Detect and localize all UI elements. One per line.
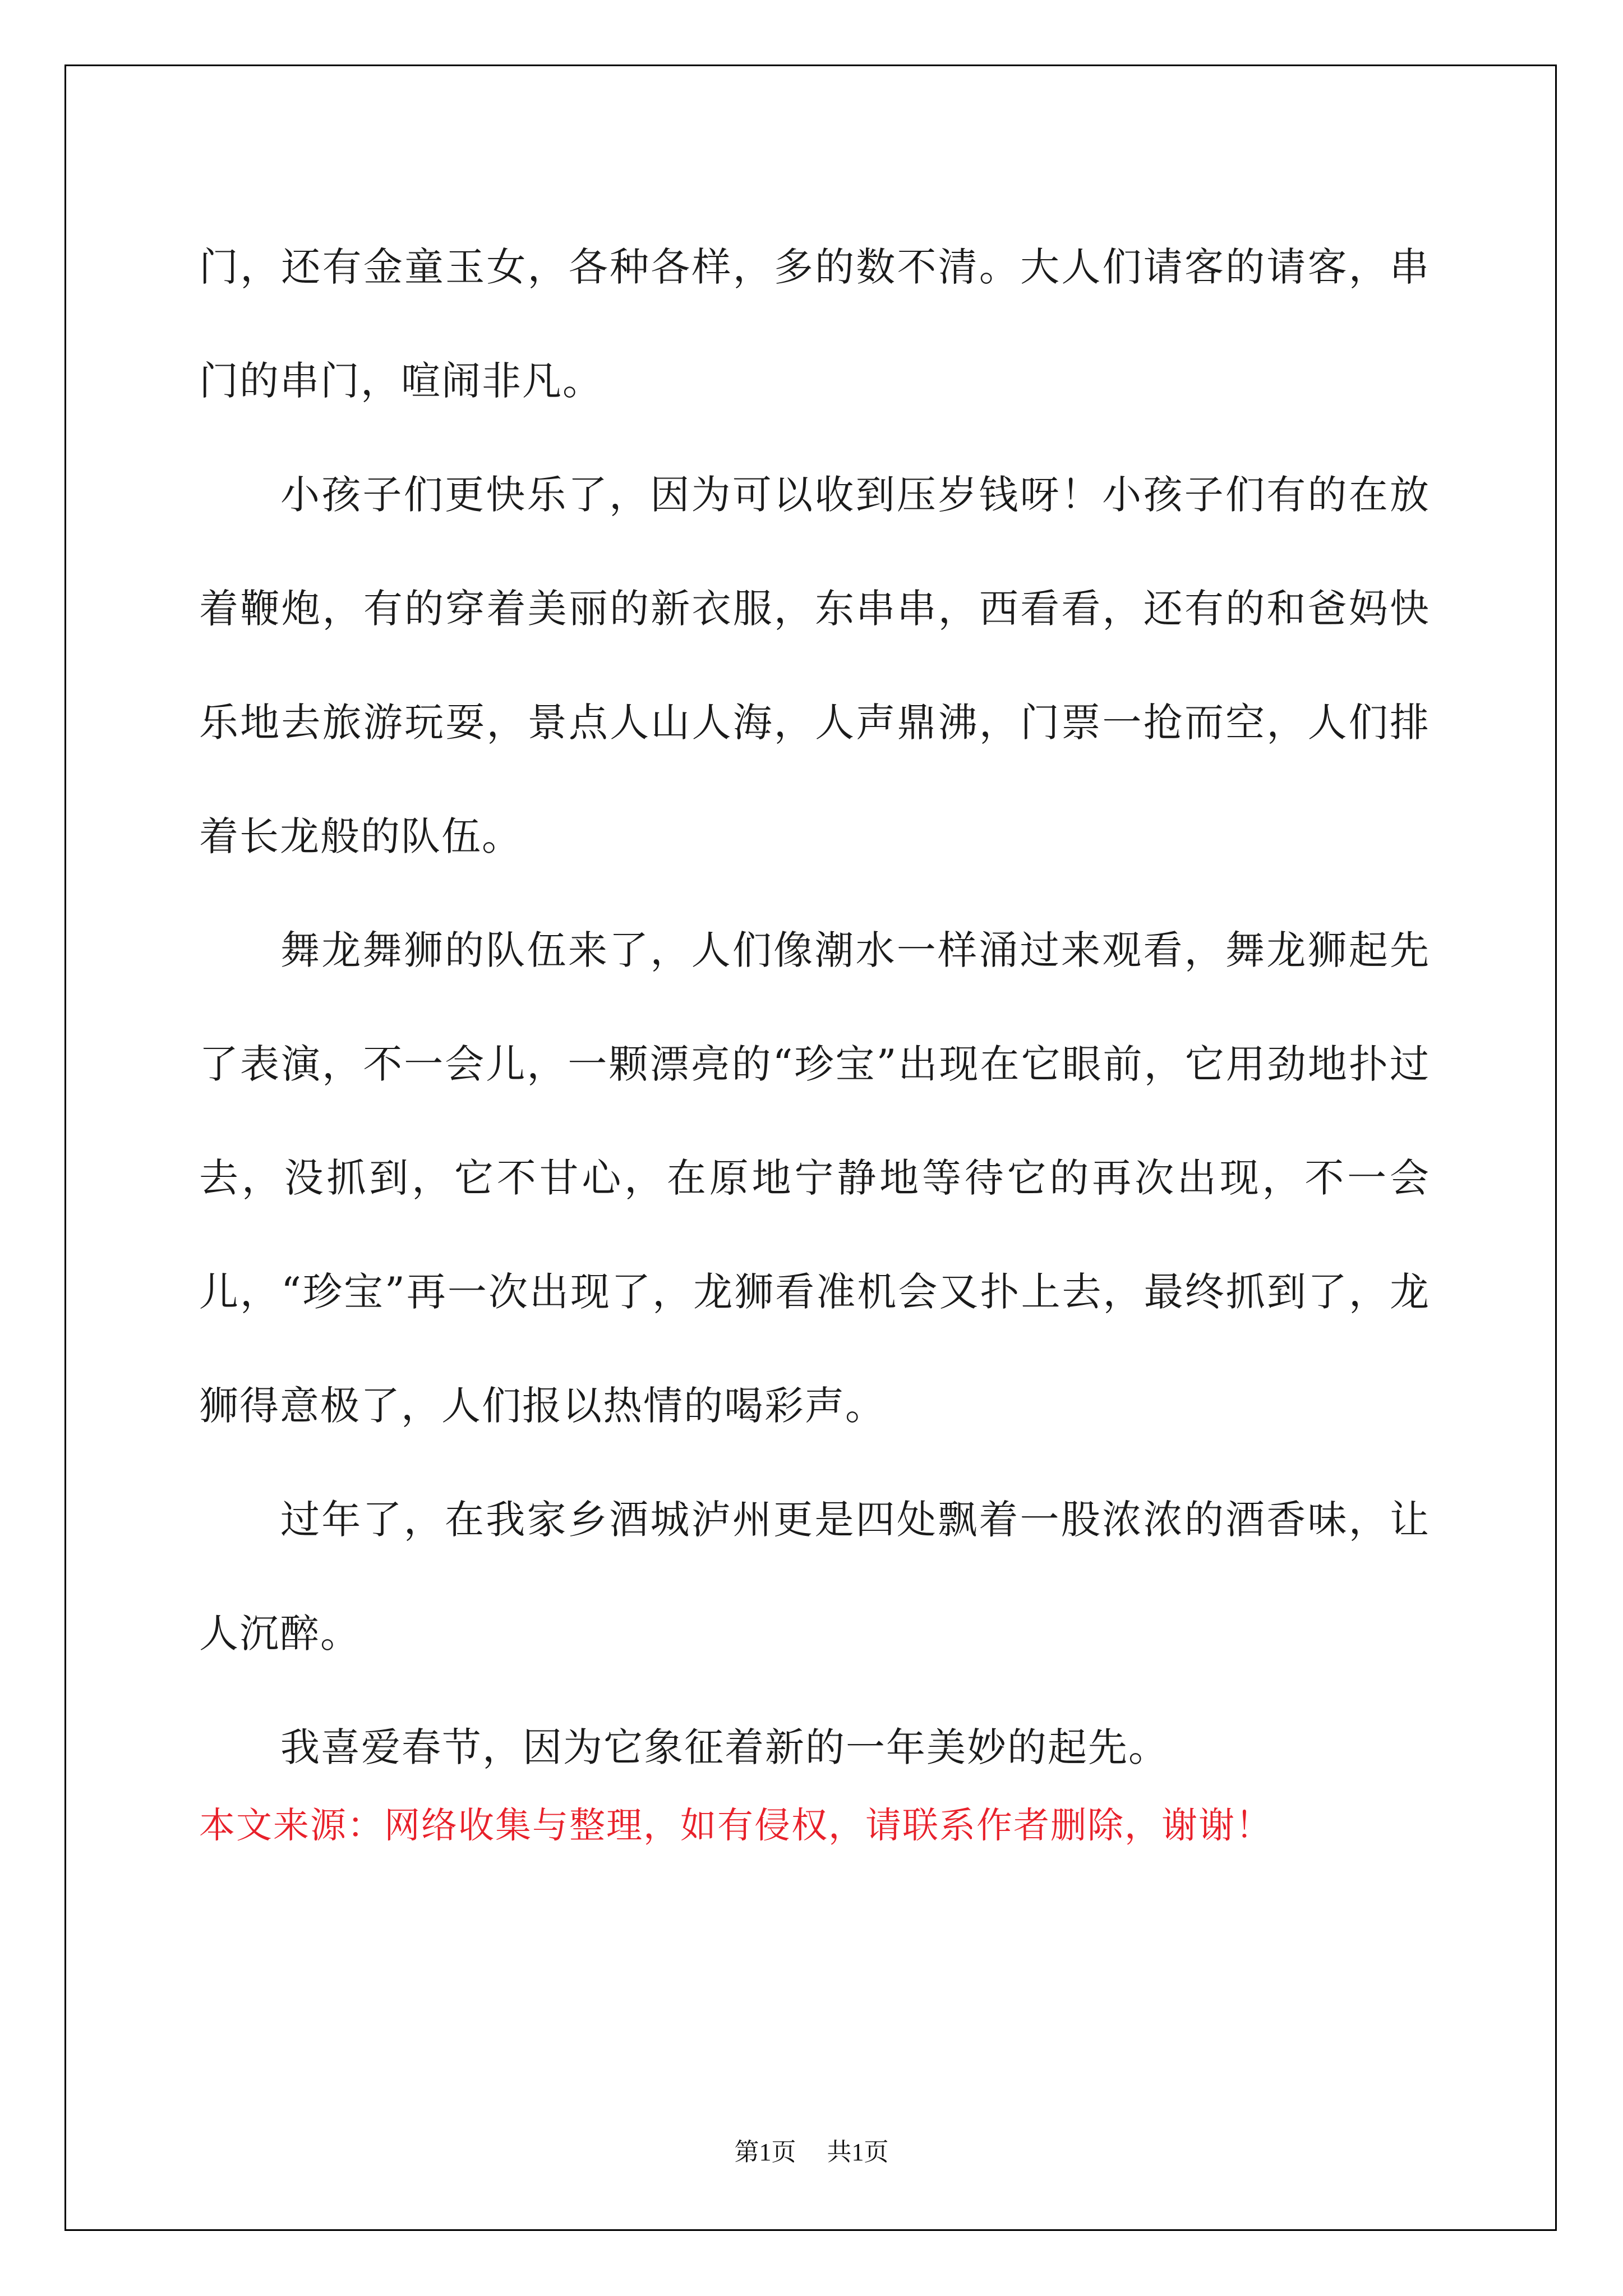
page-total: 共1页 [827,2138,889,2166]
paragraph-4: 过年了，在我家乡酒城泸州更是四处飘着一股浓浓的酒香味，让人沉醉。 [199,1497,1430,1657]
source-note: 本文来源：网络收集与整理，如有侵权，请联系作者删除，谢谢！ [199,1805,1272,1847]
paragraph-1: 门，还有金童玉女，各种各样，多的数不清。大人们请客的请客，串门的串门，喧闹非凡。 [199,244,1430,404]
page-number: 第1页 [734,2138,796,2166]
document-body [199,210,1430,1805]
paragraph-3: 舞龙舞狮的队伍来了，人们像潮水一样涌过来观看，舞龙狮起先了表演，不一会儿，一颗漂亮的“珍宝”出现在它眼前，它用劲地扑过去，没抓到，它不甘心，在原地宁静地等待它的再次出现，不一会儿，“珍宝”再一次出现了，龙狮看准机会又扑上去，最终抓到了，龙狮得意极了，人们报以热情的喝彩声。 [199,927,1430,1429]
paragraph-5: 我喜爱春节，因为它象征着新的一年美妙的起先。 [280,1724,1169,1770]
paragraph-2: 小孩子们更快乐了，因为可以收到压岁钱呀！小孩子们有的在放着鞭炮，有的穿着美丽的新衣服，东串串，西看看，还有的和爸妈快乐地去旅游玩耍，景点人山人海，人声鼎沸，门票一抢而空，人们排着长龙般的队伍。 [199,472,1430,859]
page-footer [0,2132,1623,2168]
